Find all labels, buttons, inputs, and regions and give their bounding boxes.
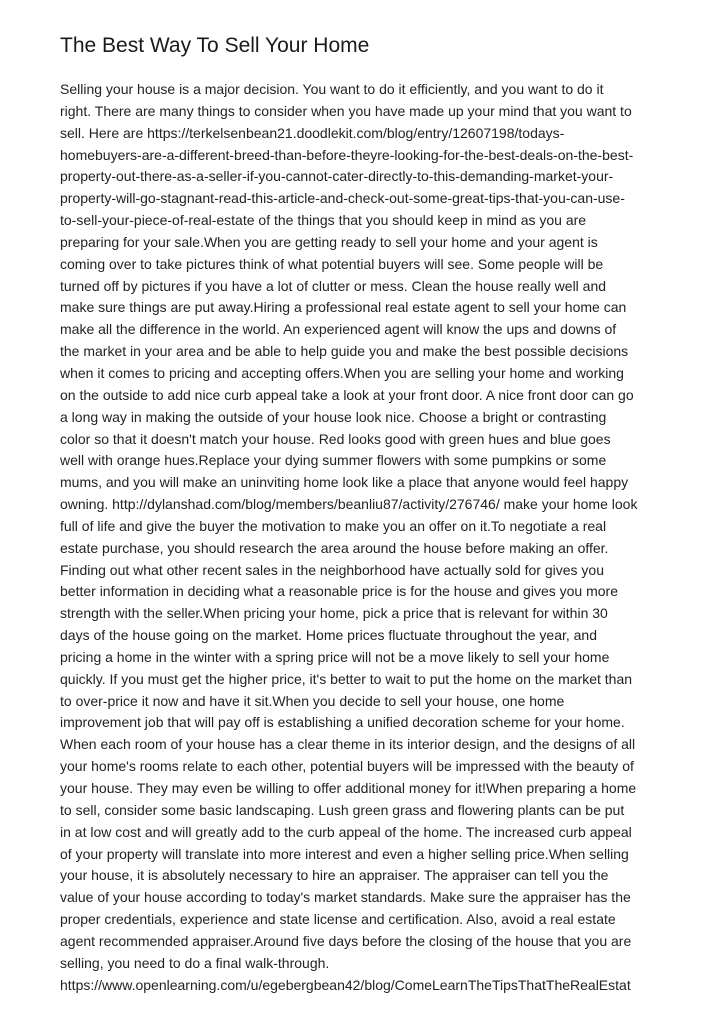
body-line: When each room of your house has a clear theme in its interior design, and the designs of all (60, 736, 636, 753)
body-line: right. There are many things to consider when you have made up your mind that you want to (60, 102, 632, 119)
body-line: your house. They may even be willing to offer additional money for it!When preparing a home (60, 780, 637, 796)
body-line: well with orange hues.Replace your dying summer flowers with some pumpkins or some (60, 452, 607, 469)
body-line: days of the house going on the market. Home prices fluctuate throughout the year, and (60, 627, 598, 644)
body-line: color so that it doesn't match your house. Red looks good with green hues and blue goes (60, 430, 611, 447)
body-line: make sure things are put away.Hiring a professional real estate agent to sell your home can (60, 299, 627, 316)
body-line: in at low cost and will greatly add to the curb appeal of the home. The increased curb appeal (60, 823, 632, 840)
body-line: make all the difference in the world. An experienced agent will know the ups and downs of (60, 321, 617, 338)
body-line: your home's rooms relate to each other, potential buyers will be impressed with the beauty of (60, 758, 634, 775)
body-line: when it comes to pricing and accepting offers.When you are selling your home and working (60, 364, 624, 381)
body-line: value of your house according to today's market standards. Make sure the appraiser has the (60, 889, 631, 906)
body-line: coming over to take pictures think of what potential buyers will see. Some people will be (60, 255, 604, 272)
body-line: of your property will translate into more interest and even a higher selling price.When selling (60, 845, 629, 862)
body-line: the market in your area and be able to help guide you and make the best possible decisions (60, 343, 629, 360)
body-line: pricing a home in the winter with a spring price will not be a move likely to sell your home (60, 648, 610, 665)
document-body (60, 79, 662, 996)
body-line: property-will-go-stagnant-read-this-article-and-check-out-some-great-tips-that-you-can-use- (60, 190, 625, 207)
body-line: selling, you need to do a final walk-through. (60, 954, 330, 971)
body-line: better information in deciding what a reasonable price is for the house and gives you more (60, 583, 618, 600)
body-line: quickly. If you must get the higher price, it's better to wait to put the home on the market than (60, 670, 633, 687)
body-line: your house, it is absolutely necessary to hire an appraiser. The appraiser can tell you the (60, 867, 609, 884)
body-line: proper credentials, experience and state license and certification. Also, avoid a real estate (60, 911, 616, 928)
body-line: owning. http://dylanshad.com/blog/members/beanliu87/activity/276746/ make your home look (60, 496, 638, 513)
body-line: full of life and give the buyer the motivation to make you an offer on it.To negotiate a real (60, 517, 607, 534)
body-line: a long way in making the outside of your house look nice. Choose a bright or contrasting (60, 408, 607, 425)
body-line: homebuyers-are-a-different-breed-than-before-theyre-looking-for-the-best-deals-on-the-best- (60, 146, 634, 163)
body-line: preparing for your sale.When you are getting ready to sell your home and your agent is (60, 233, 598, 250)
body-line: mums, and you will make an uninviting home look like a place that anyone would feel happy (60, 474, 629, 491)
body-line: turned off by pictures if you have a lot of clutter or mess. Clean the house really well and (60, 277, 607, 294)
document-title: The Best Way To Sell Your Home (60, 34, 370, 57)
body-line: agent recommended appraiser.Around five days before the closing of the house that you are (60, 932, 632, 949)
body-line: Finding out what other recent sales in the neighborhood have actually sold for gives you (60, 561, 605, 578)
body-line: to sell, consider some basic landscaping. Lush green grass and flowering plants can be put (60, 801, 625, 818)
body-line: on the outside to add nice curb appeal take a look at your front door. A nice front door can go (60, 386, 634, 403)
body-line: https://www.openlearning.com/u/egebergbean42/blog/ComeLearnTheTipsThatTheRealEstat (60, 976, 631, 993)
body-line: Selling your house is a major decision. You want to do it efficiently, and you want to do it (60, 81, 604, 97)
body-line: estate purchase, you should research the area around the house before making an offer. (60, 539, 609, 556)
body-line: strength with the seller.When pricing your home, pick a price that is relevant for within 30 (60, 605, 608, 622)
body-line: property-out-there-as-a-seller-if-you-cannot-cater-directly-to-this-demanding-market-your- (60, 168, 614, 185)
body-line: to over-price it now and have it sit.When you decide to sell your house, one home (60, 692, 565, 709)
body-line: to-sell-your-piece-of-real-estate of the things that you should keep in mind as you are (60, 212, 587, 229)
body-line: improvement job that will pay off is establishing a unified decoration scheme for your home. (60, 714, 625, 731)
body-line: sell. Here are https://terkelsenbean21.doodlekit.com/blog/entry/12607198/todays- (60, 124, 565, 141)
